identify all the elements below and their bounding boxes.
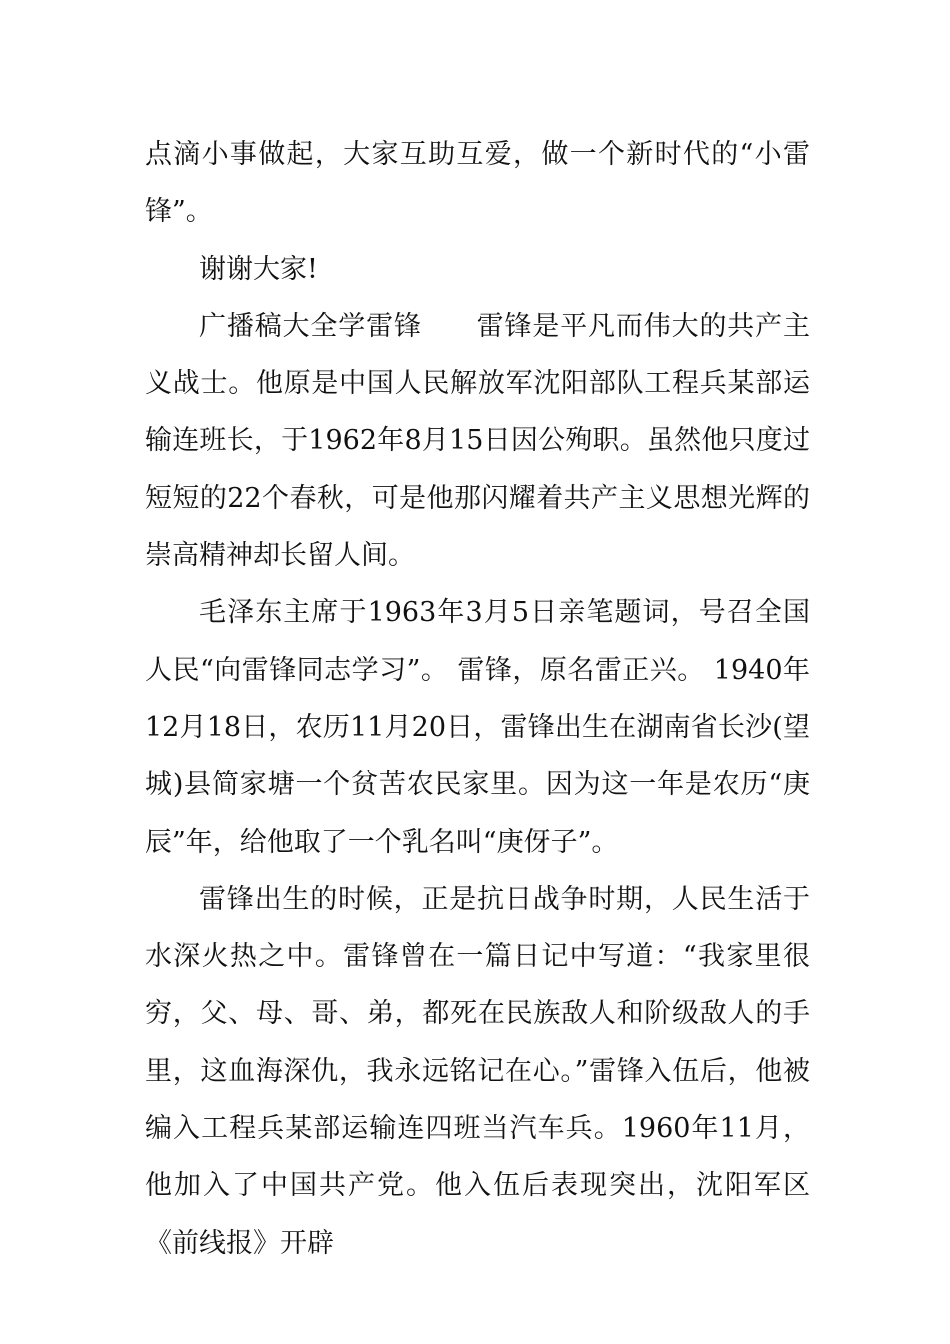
document-body [145, 126, 810, 1272]
paragraph-lei-feng-youth: 雷锋出生的时候，正是抗日战争时期，人民生活于水深火热之中。雷锋曾在一篇日记中写道：“我家里很穷，父、母、哥、弟，都死在民族敌人和阶级敌人的手里，这血海深仇，我永远铭记在心。”雷锋入伍后，他被编入工程兵某部运输连四班当汽车兵。1960年11月，他加入了中国共产党。他入伍后表现突出，沈阳军区《前线报》开辟 [145, 883, 810, 1259]
paragraph-closing-line: 点滴小事做起，大家互助互爱，做一个新时代的“小雷锋”。 [145, 139, 810, 228]
paragraph-lei-feng-intro [145, 298, 810, 584]
paragraph-lei-feng-intro-text: 雷锋是平凡而伟大的共产主义战士。他原是中国人民解放军沈阳部队工程兵某部运输连班长，于1962年8月15日因公殉职。虽然他只度过短短的22个春秋，可是他那闪耀着共产主义思想光辉的崇高精神却长留人间。 [145, 310, 811, 572]
broadcast-heading: 广播稿大全学雷锋 [199, 310, 422, 342]
paragraph-mao-inscription: 毛泽东主席于1963年3月5日亲笔题词，号召全国人民“向雷锋同志学习”。 雷锋，原名雷正兴。 1940年12月18日，农历11月20日，雷锋出生在湖南省长沙(望城)县简家塘一个贫苦农民家里。因为这一年是农历“庚辰”年，给他取了一个乳名叫“庚伢子”。 [145, 597, 810, 858]
paragraph-thanks: 谢谢大家! [199, 253, 318, 285]
